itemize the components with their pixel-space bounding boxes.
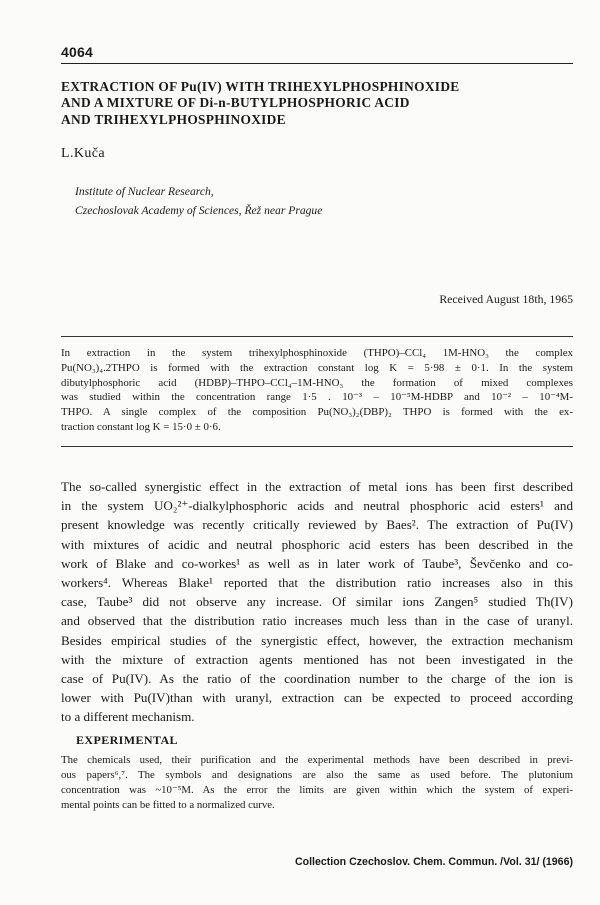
section-heading: EXPERIMENTAL xyxy=(76,733,178,747)
abstract-line: THPO. A single complex of the composition Pu(NO₃)₂(DBP)₂ THPO is formed with the ex- xyxy=(61,406,573,419)
experimental-line: The chemicals used, their purification and the experimental methods have been described in previ- xyxy=(61,754,573,766)
abstract-line: was studied within the concentration range 1·5 . 10⁻³ – 10⁻⁵M-HDBP and 10⁻² – 10⁻⁴M- xyxy=(61,391,573,404)
body-line: The so-called synergistic effect in the extraction of metal ions has been first described xyxy=(61,479,573,494)
title-line: EXTRACTION OF Pu(IV) WITH TRIHEXYLPHOSPHINOXIDE xyxy=(61,79,460,94)
body-line: case, Taube³ did not observe any increase. Of similar ions Zangen⁵ studied Th(IV) xyxy=(61,594,573,610)
experimental-text xyxy=(61,753,573,813)
body-line: present knowledge was recently critically reviewed by Baes². The extraction of Pu(IV) xyxy=(61,517,573,533)
experimental-line: ous papers⁶,⁷. The symbols and designations are also the same as used before. The plutonium xyxy=(61,768,573,781)
introduction-text xyxy=(61,477,573,727)
affiliation-line: Institute of Nuclear Research, xyxy=(75,185,214,198)
body-line: case of Pu(IV). As the ratio of the coordination number to the charge of the ion is xyxy=(61,671,573,687)
abstract xyxy=(61,346,573,435)
affiliation xyxy=(75,182,322,220)
title-line: AND TRIHEXYLPHOSPHINOXIDE xyxy=(61,111,286,127)
experimental-line: concentration was ~10⁻⁵M. As the error the limits are given within which the system of experi- xyxy=(61,783,573,796)
page-number: 4064 xyxy=(61,44,93,60)
abstract-line: In extraction in the system trihexylphosphinoxide (THPO)–CCl₄ 1M-HNO₃ the complex xyxy=(61,347,573,359)
abstract-line: traction constant log K = 15·0 ± 0·6. xyxy=(61,420,221,433)
body-line: work of Blake and co-workes¹ as well as in later work of Taube³, Ševčenko and co- xyxy=(61,555,573,571)
body-line: lower with Pu(IV)than with uranyl, extraction can be expected to proceed according xyxy=(61,690,573,706)
body-line: with the mixture of extraction agents mentioned has not been investigated in the xyxy=(61,651,573,667)
article-title xyxy=(61,79,573,128)
abstract-top-rule xyxy=(61,336,573,337)
title-line: AND A MIXTURE OF Di-n-BUTYLPHOSPHORIC ACID xyxy=(61,95,410,111)
author-name: L.Kuča xyxy=(61,146,105,161)
affiliation-line: Czechoslovak Academy of Sciences, Řež near Prague xyxy=(75,204,323,217)
body-line: with mixtures of acidic and neutral phosphoric acid esters has been described in the xyxy=(61,536,573,552)
journal-footer: Collection Czechoslov. Chem. Commun. /Vol. 31/ (1966) xyxy=(294,856,573,868)
abstract-line: Pu(NO₃)₄.2THPO is formed with the extraction constant log K = 5·98 ± 0·1. In the system xyxy=(61,361,573,374)
body-line: to a different mechanism. xyxy=(61,709,195,725)
body-line: and observed that the distribution ratio increases much less than in the case of uranyl. xyxy=(61,613,573,629)
body-line: in the system UO₂²⁺-dialkylphosphoric acids and neutral phosphoric acid esters¹ and xyxy=(61,498,573,514)
abstract-line: dibutylphosphoric acid (HDBP)–THPO–CCl₄–1M-HNO₃ the formation of mixed complexes xyxy=(61,376,573,389)
abstract-bottom-rule xyxy=(61,446,573,447)
header-rule xyxy=(61,63,573,64)
experimental-line: mental points can be fitted to a normalized curve. xyxy=(61,798,275,811)
body-line: workers⁴. Whereas Blake¹ reported that the distribution ratio increases also in this xyxy=(61,575,573,591)
body-line: Besides empirical studies of the synergistic effect, however, the extraction mechanism xyxy=(61,632,573,648)
received-date: Received August 18th, 1965 xyxy=(439,292,573,306)
